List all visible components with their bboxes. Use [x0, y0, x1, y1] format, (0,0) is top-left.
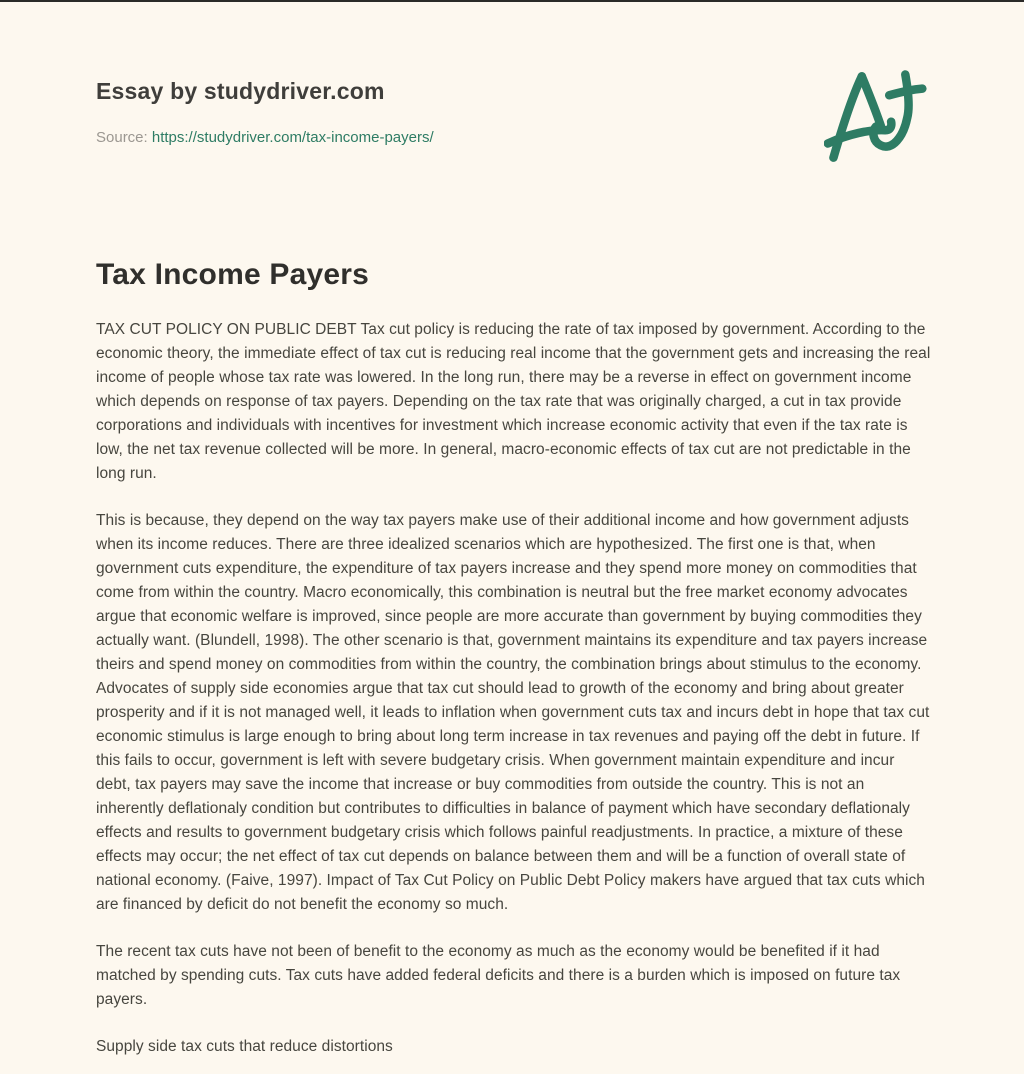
document-header: [96, 78, 932, 146]
page-title: Essay by studydriver.com: [96, 78, 385, 104]
essay-page: [0, 2, 1024, 1074]
essay-body: [96, 318, 932, 1059]
essay-paragraph-1: TAX CUT POLICY ON PUBLIC DEBT Tax cut policy is reducing the rate of tax imposed by government. According to the economic theory, the immediate effect of tax cut is reducing real income that the government gets and increasing the real income of people whose tax rate was lowered. In the long run, there may be a reverse in effect on government income which depends on response of tax payers. Depending on the tax rate that was originally charged, a cut in tax provide corporations and individuals with incentives for investment which increase economic activity that even if the tax rate is low, the net tax revenue collected will be more. In general, macro-economic effects of tax cut are not predictable in the long run.: [96, 321, 931, 482]
essay-title: Tax Income Payers: [96, 258, 369, 291]
essay-paragraph-2: This is because, they depend on the way tax payers make use of their additional income and how government adjusts when its income reduces. There are three idealized scenarios which are hypothesized. The first one is that, when government cuts expenditure, the expenditure of tax payers increase and they spend more money on commodities that come from within the country. Macro economically, this combination is neutral but the free market economy advocates argue that economic welfare is improved, since people are more accurate than government by buying commodities they actually want. (Blundell, 1998). The other scenario is that, government maintains its expenditure and tax payers increase theirs and spend money on commodities from within the country, the combination brings about stimulus to the economy. Advocates of supply side economies argue that tax cut should lead to growth of the economy and bring about greater prosperity and if it is not managed well, it leads to inflation when government cuts tax and incurs debt in hope that tax cut economic stimulus is large enough to bring about long term increase in tax revenues and paying off the debt in future. If this fails to occur, government is left with severe budgetary crisis. When government maintain expenditure and incur debt, tax payers may save the income that increase or buy commodities from outside the country. This is not an inherently deflationaly condition but contributes to difficulties in balance of payment which have secondary deflationaly effects and results to government budgetary crisis which follows painful readjustments. In practice, a mixture of these effects may occur; the net effect of tax cut depends on balance between them and will be a function of overall state of national economy. (Faive, 1997). Impact of Tax Cut Policy on Public Debt Policy makers have argued that tax cuts which are financed by deficit do not benefit the economy so much.: [96, 512, 930, 913]
a-plus-logo-icon: [824, 64, 928, 170]
essay-paragraph-4: Supply side tax cuts that reduce distortions: [96, 1038, 393, 1055]
source-line: [96, 129, 932, 146]
source-url-link[interactable]: https://studydriver.com/tax-income-payers/: [151, 129, 434, 146]
source-label: Source:: [96, 129, 148, 146]
essay-paragraph-3: The recent tax cuts have not been of benefit to the economy as much as the economy would be benefited if it had matched by spending cuts. Tax cuts have added federal deficits and there is a burden which is imposed on future tax payers.: [96, 943, 901, 1008]
studydriver-logo: [824, 64, 928, 170]
